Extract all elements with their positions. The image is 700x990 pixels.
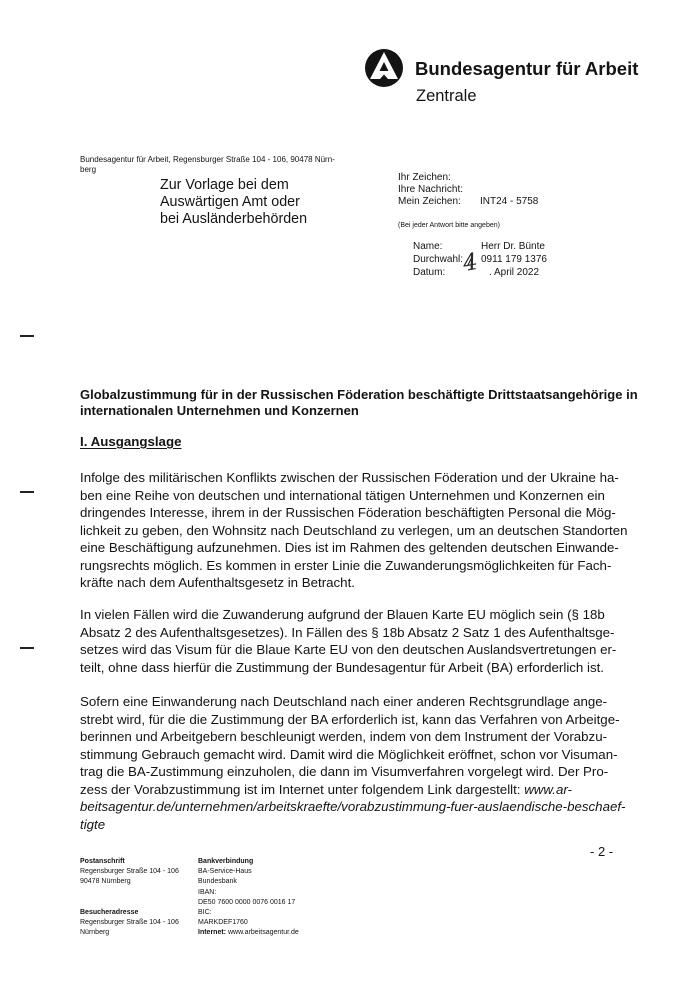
name-row [413,240,547,253]
bank-line: IBAN: [198,888,217,896]
mein-zeichen-row [398,196,538,208]
paragraph-1 [80,469,628,592]
fold-mark [20,647,34,649]
ihre-nachricht-row [398,184,538,196]
paragraph-line: teilt, ohne dass hierfür die Zustimmung der Bundesagentur für Arbeit (BA) erforderlich ist. [80,659,604,675]
phone-label: Durchwahl: [413,253,464,265]
paragraph-line: dringendes Interesse, ihrem in der Russischen Föderation beschäftigten Personal die Mög- [80,505,616,520]
bank-heading: Bankverbindung [198,858,254,865]
paragraph-line: berinnen und Arbeitgebern beschleunigt werden, indem von dem Instrument der Vorabzu- [80,729,608,744]
title-line: Globalzustimmung für in der Russischen Föderation beschäftigte Drittstaatsangehörige in [80,387,638,402]
sender-line [80,155,335,175]
paragraph-line [80,798,625,816]
postal-heading: Postanschrift [80,858,125,865]
ba-logo-icon [364,48,404,88]
contact-block [413,240,547,279]
name-label: Name: [413,240,443,252]
paragraph-line: strebt wird, für die die Zustimmung der BA erforderlich ist, kann das Verfahren von Arbeitge- [80,711,620,727]
paragraph-3 [80,693,625,833]
title-line: internationalen Unternehmen und Konzernen [80,403,359,418]
link-intro-text: zess der Vorabzustimmung ist im Internet unter folgendem Link dargestellt: [80,781,525,797]
internet-value: www.arbeitsagentur.de [227,929,299,937]
paragraph-line [80,816,625,834]
paragraph-line: stimmung Gebrauch gemacht wird. Damit wird die Möglichkeit eröffnet, schon vor Visuman- [80,746,618,762]
bank-line: DE50 7600 0000 0076 0016 17 [198,898,296,906]
sender-line-text: Bundesagentur für Arbeit, Regensburger Straße 104 - 106, 90478 Nürn- [80,155,335,164]
internet-label: Internet: [198,929,226,937]
name-value: Herr Dr. Bünte [481,240,545,252]
paragraph-line: ben eine Reihe von deutschen und international tätigen Unternehmen und Konzernen ein [80,487,605,503]
recipient-line: Auswärtigen Amt oder [160,194,300,210]
ihr-zeichen-row [398,172,538,184]
paragraph-line: Sofern eine Einwanderung nach Deutschland nach einer anderen Rechtsgrundlage ange- [80,694,608,709]
footer-visitor-address [80,908,179,939]
paragraph-line: Absatz 2 des Aufenthaltsgesetzes). In Fällen des § 18b Absatz 2 Satz 1 des Aufenthaltsge- [80,624,615,640]
bank-line: BIC: [198,909,212,917]
punch-mark [20,491,34,493]
date-label: Datum: [413,266,446,278]
postal-line: Regensburger Straße 104 - 106 [80,868,179,876]
document-title [80,387,638,419]
footer-postal-address [80,857,179,888]
paragraph-line: lichkeit zu geben, den Wohnsitz nach Deutschland zu verlegen, um an deutschen Standorten [80,522,628,538]
paragraph-2 [80,606,616,676]
paragraph-line: In vielen Fällen wird die Zuwanderung aufgrund der Blauen Karte EU möglich sein (§ 18b [80,607,605,622]
reference-block [398,172,538,208]
paragraph-line [80,781,625,799]
postal-line: 90478 Nürnberg [80,878,131,886]
ihre-nachricht-label: Ihre Nachricht: [398,184,464,195]
footer-bank-details [198,857,299,939]
bank-line: Bundesbank [198,878,237,886]
section-heading: I. Ausgangslage [80,434,182,449]
handwriting-stroke [466,256,474,266]
org-unit: Zentrale [416,87,477,105]
date-value: . April 2022 [489,266,540,278]
phone-row [413,253,547,266]
reference-note: (Bei jeder Antwort bitte angeben) [398,222,500,229]
fold-mark [20,335,34,337]
recipient-line: bei Ausländerbehörden [160,211,308,227]
recipient-address [160,177,307,228]
vorabzustimmung-link[interactable]: beitsagentur.de/unternehmen/arbeitskraefte/vorabzustimmung-fuer-auslaendische-beschaef- [80,799,626,814]
paragraph-line: rungsrechts möglich. Es kommen in erster Linie die Zuwanderungsmöglichkeiten für Fach- [80,557,612,573]
mein-zeichen-label: Mein Zeichen: [398,196,461,207]
handwritten-date-day: 4 [460,248,480,277]
paragraph-line: trag die BA-Zustimmung einzuholen, die dann im Visumverfahren vorgelegt wird. Der Pro- [80,764,609,779]
visitor-line: Nürnberg [80,929,110,937]
bank-line: BA-Service-Haus [198,868,252,876]
paragraph-line: eine Beschäftigung aufzunehmen. Dies ist im Rahmen des geltenden deutschen Einwande- [80,540,619,555]
vorabzustimmung-link[interactable]: tigte [80,816,106,832]
bank-line: MARKDEF1760 [198,919,248,927]
recipient-line: Zur Vorlage bei dem [160,177,289,193]
vorabzustimmung-link[interactable]: www.ar- [524,781,572,797]
org-name: Bundesagentur für Arbeit [415,58,639,79]
internet-line [198,928,299,938]
visitor-line: Regensburger Straße 104 - 106 [80,919,179,927]
paragraph-line: Infolge des militärischen Konflikts zwischen der Russischen Föderation und der Ukraine ha- [80,470,619,485]
mein-zeichen-value: INT24 - 5758 [480,196,539,207]
paragraph-line: setzes wird das Visum für die Blaue Karte EU von den deutschen Auslandsvertretungen er- [80,642,617,657]
phone-value: 0911 179 1376 [481,253,547,265]
sender-line-text: berg [80,165,97,174]
page-number: - 2 - [590,844,614,859]
paragraph-line: kräfte nach dem Aufenthaltsgesetz in Betracht. [80,575,355,590]
ihr-zeichen-label: Ihr Zeichen: [398,172,451,183]
visitor-heading: Besucheradresse [80,909,139,916]
